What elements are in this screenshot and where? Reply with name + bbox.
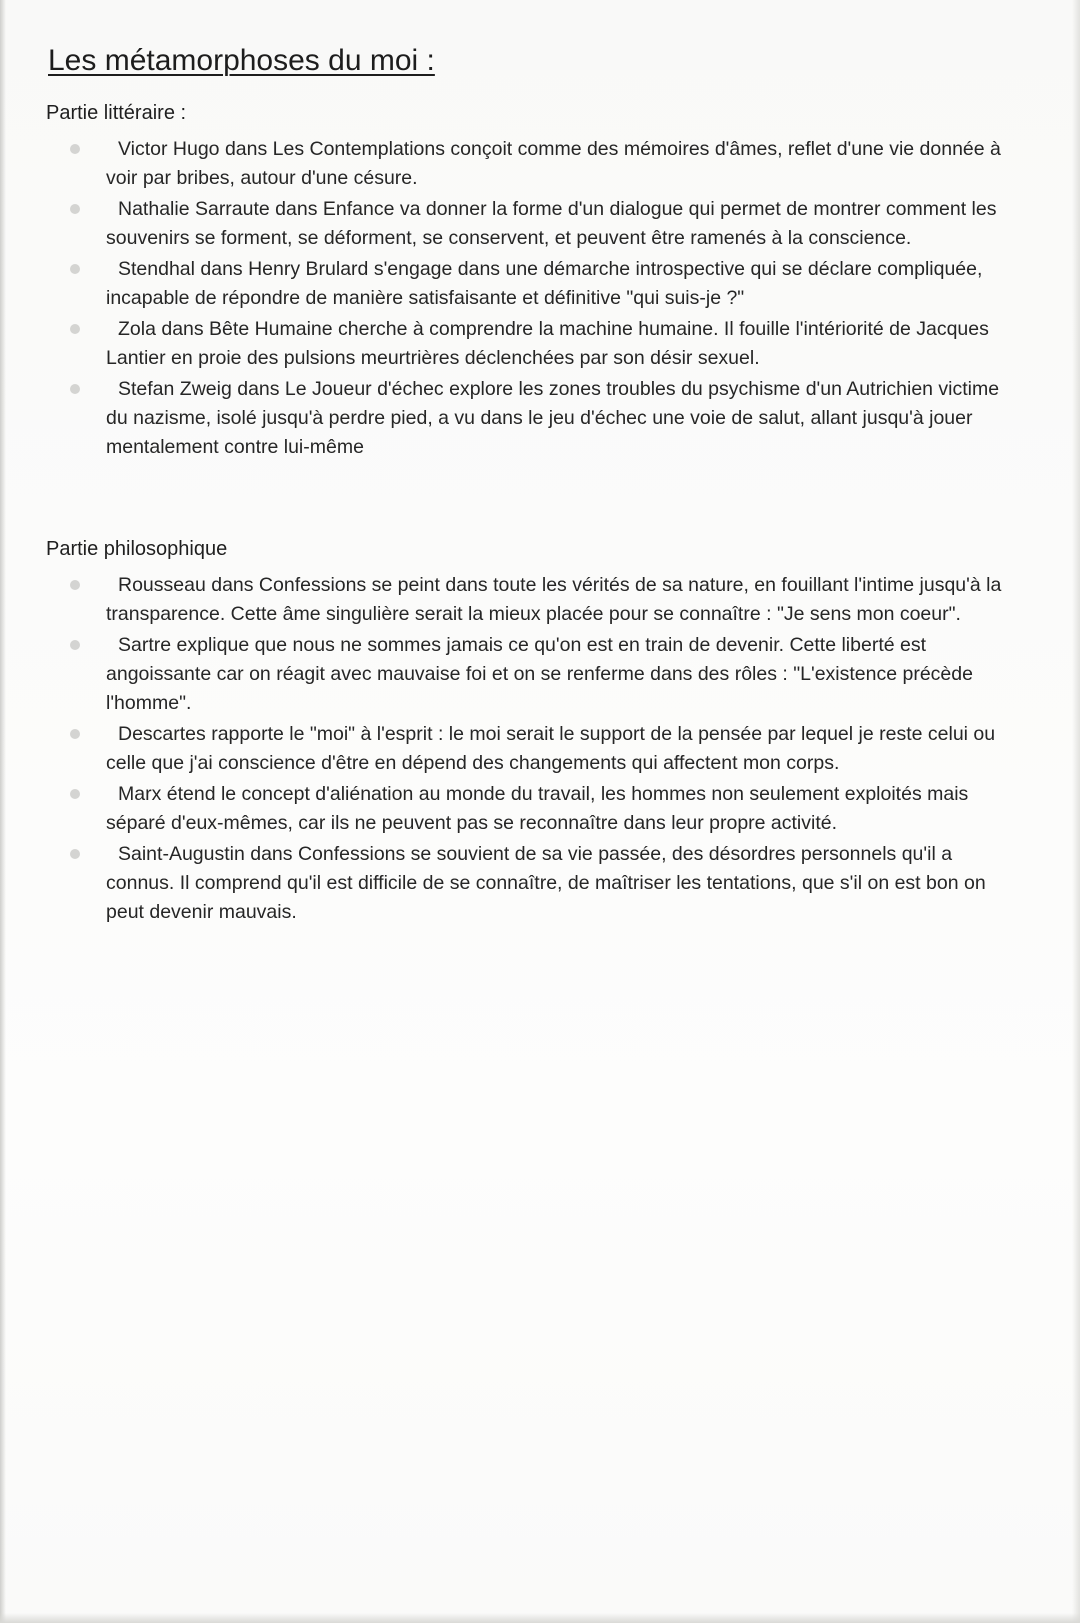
section-litteraire (40, 102, 1040, 464)
bullet-icon (70, 204, 80, 214)
bullet-icon (70, 384, 80, 394)
bullet-icon (70, 789, 80, 799)
list-item (40, 571, 1040, 629)
bullet-icon (70, 640, 80, 650)
list-item-text: Rousseau dans Confessions se peint dans toute les vérités de sa nature, en fouillant l'intime jusqu'à la transparence. Cette âme singulière serait la mieux placée pour se connaître : "Je sens mon coeur". (106, 574, 1002, 625)
section-heading-philosophique: Partie philosophique (46, 538, 228, 560)
section-heading-litteraire: Partie littéraire : (46, 102, 187, 124)
list-item-text: Saint-Augustin dans Confessions se souvient de sa vie passée, des désordres personnels qu'il a connus. Il comprend qu'il est difficile de se connaître, de maîtriser les tentations, que s'il on est bon on peut devenir mauvais. (106, 843, 986, 923)
list-item-text: Stefan Zweig dans Le Joueur d'échec explore les zones troubles du psychisme d'un Autrichien victime du nazisme, isolé jusqu'à perdre pied, a vu dans le jeu d'échec une voie de salut, allant jusqu'à jouer mentalement contre lui-même (106, 378, 1000, 458)
bullet-icon (70, 144, 80, 154)
paper-bottom-edge (0, 1613, 1080, 1623)
list-item-text: Nathalie Sarraute dans Enfance va donner la forme d'un dialogue qui permet de montrer comment les souvenirs se forment, se déforment, se conservent, et peuvent être ramenés à la conscience. (106, 198, 997, 249)
paper-right-edge (1072, 0, 1080, 1623)
list-item (40, 255, 1040, 313)
list-item-text: Victor Hugo dans Les Contemplations conçoit comme des mémoires d'âmes, reflet d'une vie donnée à voir par bribes, autour d'une césure. (106, 138, 1001, 189)
bullet-icon (70, 324, 80, 334)
paper-left-edge (0, 0, 6, 1623)
document-title: Les métamorphoses du moi : (48, 44, 435, 78)
bullet-list-philosophique (40, 571, 1040, 927)
list-item (40, 375, 1040, 462)
list-item (40, 631, 1040, 718)
list-item-text: Zola dans Bête Humaine cherche à comprendre la machine humaine. Il fouille l'intériorité de Jacques Lantier en proie des pulsions meurtrières déclenchées par son désir sexuel. (106, 318, 989, 369)
bullet-icon (70, 849, 80, 859)
list-item-text: Descartes rapporte le "moi" à l'esprit : le moi serait le support de la pensée par lequel je reste celui ou celle que j'ai conscience d'être en dépend des changements qui affectent mon corps. (106, 723, 996, 774)
bullet-list-litteraire (40, 135, 1040, 462)
list-item-text: Stendhal dans Henry Brulard s'engage dans une démarche introspective qui se déclare compliquée, incapable de répondre de manière satisfaisante et définitive "qui suis-je ?" (106, 258, 983, 309)
list-item-text: Sartre explique que nous ne sommes jamais ce qu'on est en train de devenir. Cette liberté est angoissante car on réagit avec mauvaise foi et on se renferme dans des rôles : "L'existence précède l'homme". (106, 634, 973, 714)
list-item (40, 195, 1040, 253)
list-item (40, 135, 1040, 193)
list-item (40, 780, 1040, 838)
bullet-icon (70, 729, 80, 739)
bullet-icon (70, 264, 80, 274)
list-item (40, 315, 1040, 373)
list-item (40, 720, 1040, 778)
bullet-icon (70, 580, 80, 590)
section-philosophique (40, 538, 1040, 929)
list-item-text: Marx étend le concept d'aliénation au monde du travail, les hommes non seulement exploités mais séparé d'eux-mêmes, car ils ne peuvent pas se reconnaître dans leur propre activité. (106, 783, 969, 834)
list-item (40, 840, 1040, 927)
